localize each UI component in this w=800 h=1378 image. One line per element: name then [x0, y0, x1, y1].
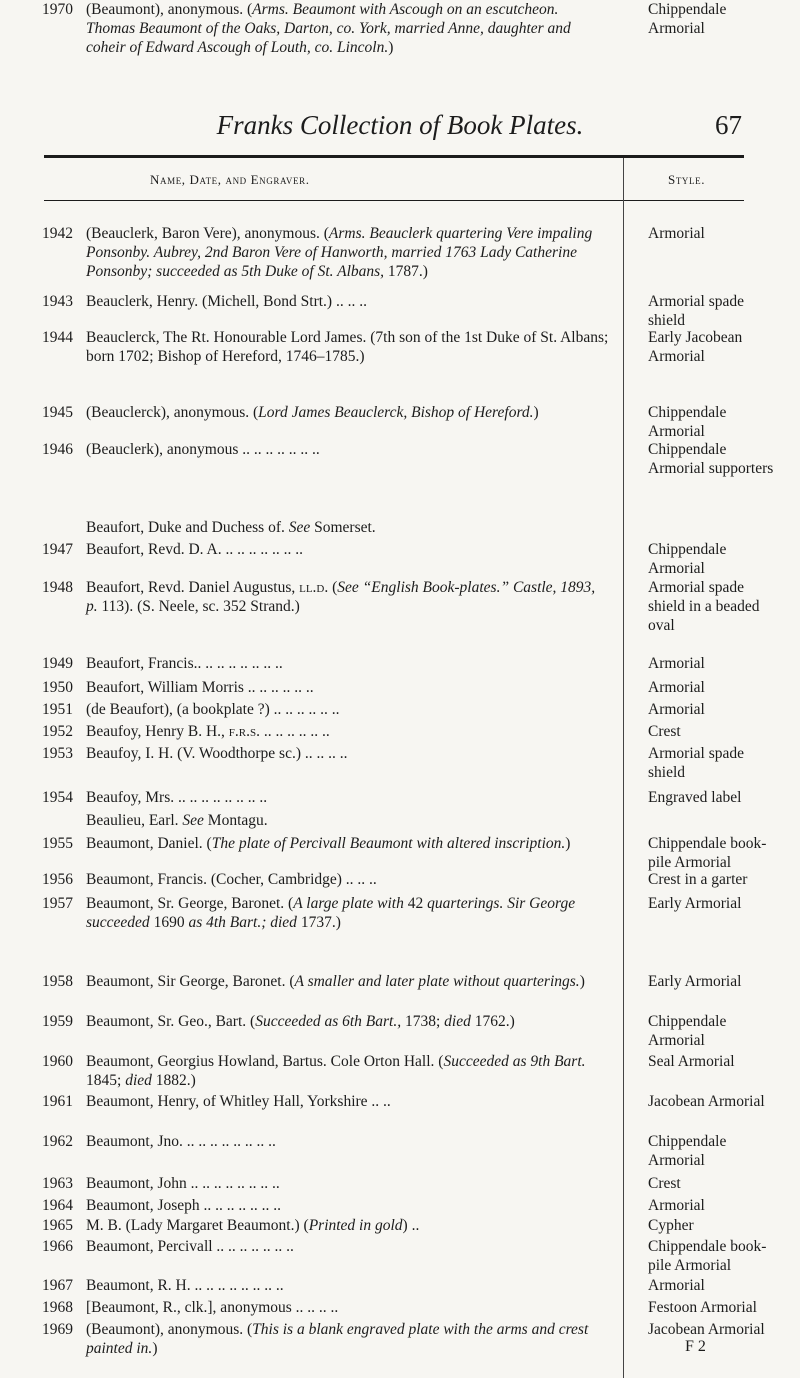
entry-number: 1944	[42, 329, 73, 346]
entry-text-run: 113). (S. Neele, sc. 352 Strand.)	[97, 598, 300, 615]
entry-number: 1968	[42, 1299, 73, 1316]
column-divider	[623, 158, 624, 1378]
entry-text-run: quarterings. Sir George succeeded	[86, 895, 576, 931]
entry-text-run: Beaufoy, Henry B. H.,	[86, 723, 229, 740]
entry-number: 1967	[42, 1277, 73, 1294]
entry-text-run: (	[328, 579, 338, 596]
entry-number: 1963	[42, 1175, 73, 1192]
entry-style: Armorial	[648, 655, 705, 672]
entry-text-run: Beaufort, William Morris .. .. .. .. .. ..	[86, 679, 314, 696]
entry-text-run: )	[565, 835, 571, 852]
entry-text-run: (de Beaufort), (a bookplate ?) .. .. .. .. .. ..	[86, 701, 340, 718]
entry-description	[86, 1196, 609, 1215]
entry-text-run: (Beauclerck), anonymous. (	[86, 404, 259, 421]
entry-style: Chippendale Armorial	[648, 541, 727, 577]
entry-text-run: died	[444, 1013, 471, 1030]
entry-style: Armorial spade shield	[648, 745, 744, 781]
entry-text-run: Beauclerck, The Rt. Honourable Lord James. (7th son of the 1st Duke of St. Albans; born 1702; Bishop of Hereford, 1746–1785.)	[86, 329, 609, 365]
entry-style: Chippendale book-pile Armorial	[648, 1238, 767, 1274]
entry-text-run: Beaumont, Joseph .. .. .. .. .. .. ..	[86, 1197, 282, 1214]
entry-number: 1960	[42, 1053, 73, 1070]
entry-text-run: Lord James Beauclerck, Bishop of Hereford.	[258, 404, 534, 421]
entry-text-run: 1845;	[86, 1072, 126, 1089]
entry-text-run: Beaufoy, Mrs. .. .. .. .. .. .. .. ..	[86, 789, 268, 806]
entry-style: Armorial	[648, 225, 705, 242]
entry-number: 1970	[42, 1, 73, 18]
entry-text-run: 1690	[149, 914, 189, 931]
entry-number: 1964	[42, 1197, 73, 1214]
entry-style: Cypher	[648, 1217, 694, 1234]
entry-text-run: See “English Book-plates.” Castle, 1893, p.	[86, 579, 596, 615]
entry-text-run: This is a blank engraved plate with the arms and crest painted in.	[86, 1321, 589, 1357]
entry-text-run: (Beaumont), anonymous. (	[86, 1321, 253, 1338]
entry-text-run: Beaufort, Revd. D. A. .. .. .. .. .. .. ..	[86, 541, 303, 558]
entry-description	[86, 1320, 609, 1358]
entry-description	[86, 440, 609, 459]
entry-text-run: f.r.s.	[228, 723, 260, 740]
entry-text-run: Montagu.	[203, 812, 268, 829]
entry-number: 1954	[42, 789, 73, 806]
entry-text-run: died	[125, 1072, 152, 1089]
entry-text-run: Arms. Beaumont with Ascough on an escutcheon. Thomas Beaumont of the Oaks, Darton, co. York, married Anne, daughter and coheir of Edward Ascough of Louth, co. Lincoln.	[86, 1, 571, 56]
entry-text-run: (Beaumont), anonymous. (	[86, 1, 253, 18]
entry-number: 1962	[42, 1133, 73, 1150]
entry-number: 1958	[42, 973, 73, 990]
entry-text-run: 1763 Lady Catherine Ponsonby; succeeded as 5th Duke of St. Albans,	[86, 244, 577, 280]
entry-text-run: ll.d.	[299, 579, 329, 596]
entry-text-run: Beaumont, Daniel. (	[86, 835, 212, 852]
entry-text-run: Beaumont, Sr. George, Baronet. (	[86, 895, 294, 912]
entry-number: 1951	[42, 701, 73, 718]
entry-style: Early Armorial	[648, 895, 742, 912]
entry-style: Armorial	[648, 679, 705, 696]
entry-text-run: Succeeded as 9th Bart.	[443, 1053, 586, 1070]
entry-number: 1955	[42, 835, 73, 852]
entry-text-run: Beaumont, Henry, of Whitley Hall, Yorkshire .. ..	[86, 1093, 391, 1110]
column-header-name: Name, Date, and Engraver.	[150, 172, 310, 187]
entry-description	[86, 1012, 609, 1031]
entry-number: 1947	[42, 541, 73, 558]
signature-mark: F 2	[685, 1338, 706, 1355]
entry-text-run: M. B. (Lady Margaret Beaumont.) (	[86, 1217, 309, 1234]
entry-text-run: 1737.)	[296, 914, 341, 931]
entry-style: Crest	[648, 723, 681, 740]
entry-text-run: The plate of Percivall Beaumont with altered inscription.	[211, 835, 566, 852]
entry-description	[86, 1216, 609, 1235]
entry-text-run: Beaumont, John .. .. .. .. .. .. .. ..	[86, 1175, 280, 1192]
entry-text-run: (Beauclerk), anonymous .. .. .. .. .. .. ..	[86, 441, 320, 458]
header-rule	[44, 200, 744, 201]
entry-number: 1953	[42, 745, 73, 762]
entry-text-run: Beaumont, Sr. Geo., Bart. (	[86, 1013, 256, 1030]
entry-text-run: 1738;	[401, 1013, 445, 1030]
entry-description	[86, 224, 609, 281]
entry-description	[86, 540, 609, 559]
entry-text-run: )	[579, 973, 585, 990]
entry-description	[86, 678, 609, 697]
entry-text-run: Succeeded as 6th Bart.,	[255, 1013, 402, 1030]
entry-text-run: (Beauclerk, Baron Vere), anonymous. (	[86, 225, 329, 242]
entry-number: 1957	[42, 895, 73, 912]
entry-text-run: .. .. .. .. .. ..	[259, 723, 330, 740]
entry-style: Crest in a garter	[648, 871, 748, 888]
entry-number: 1965	[42, 1217, 73, 1234]
entry-text-run: Beauclerk, Henry. (Michell, Bond Strt.) .. .. ..	[86, 293, 367, 310]
entry-text-run: Arms. Beauclerk quartering Vere impaling Ponsonby. Aubrey, 2nd Baron Vere of Hanworth, married	[86, 225, 593, 261]
entry-style: Early Jacobean Armorial	[648, 329, 743, 365]
entry-number: 1956	[42, 871, 73, 888]
entry-style: Armorial	[648, 701, 705, 718]
entry-text-run: See	[288, 519, 311, 536]
entry-text-run: Printed in gold	[308, 1217, 403, 1234]
entry-description	[86, 744, 609, 763]
entry-text-run: A smaller and later plate without quarterings.	[294, 973, 580, 990]
entry-number: 1961	[42, 1093, 73, 1110]
entry-style: Jacobean Armorial	[648, 1093, 765, 1110]
entry-description	[86, 722, 609, 741]
entry-text-run: Beaumont, R. H. .. .. .. .. .. .. .. ..	[86, 1277, 284, 1294]
entry-description	[86, 894, 609, 932]
entry-description	[86, 1237, 609, 1256]
entry-style: Seal Armorial	[648, 1053, 735, 1070]
entry-style: Chippendale Armorial	[648, 1, 727, 37]
entry-description	[86, 328, 609, 366]
entry-description	[86, 0, 609, 57]
entry-style: Engraved label	[648, 789, 742, 806]
entry-description	[86, 654, 609, 673]
entry-description	[86, 972, 609, 991]
entry-number: 1966	[42, 1238, 73, 1255]
entry-style: Jacobean Armorial	[648, 1321, 765, 1338]
entry-text-run: ) ..	[402, 1217, 420, 1234]
entry-text-run: Beaumont, Georgius Howland, Bartus. Cole Orton Hall. (	[86, 1053, 444, 1070]
entry-style: Chippendale Armorial supporters	[648, 441, 774, 477]
page-number: 67	[715, 110, 742, 140]
entry-text-run: Somerset.	[310, 519, 376, 536]
running-title: Franks Collection of Book Plates.	[216, 110, 584, 140]
entry-text-run: [Beaumont, R., clk.], anonymous .. .. .. ..	[86, 1299, 339, 1316]
entry-description	[86, 1276, 609, 1295]
entry-number: 1948	[42, 579, 73, 596]
entry-number: 1946	[42, 441, 73, 458]
entry-style: Chippendale Armorial	[648, 1013, 727, 1049]
entry-description	[86, 788, 609, 807]
entry-description	[86, 1298, 609, 1317]
entry-description	[86, 700, 609, 719]
entry-style: Armorial	[648, 1197, 705, 1214]
entry-text-run: Beaulieu, Earl.	[86, 812, 183, 829]
entry-number: 1942	[42, 225, 73, 242]
top-rule	[44, 155, 744, 158]
entry-text-run: Beaumont, Percivall .. .. .. .. .. .. ..	[86, 1238, 294, 1255]
entry-text-run: Beaufort, Revd. Daniel Augustus,	[86, 579, 300, 596]
entry-style: Chippendale Armorial	[648, 1133, 727, 1169]
entry-text-run: Beaufort, Francis.. .. .. .. .. .. .. ..	[86, 655, 283, 672]
entry-text-run: See	[182, 812, 204, 829]
entry-text-run: )	[533, 404, 539, 421]
entry-text-run: )	[388, 39, 394, 56]
entry-text-run: )	[152, 1340, 158, 1357]
entry-description	[86, 870, 609, 889]
entry-number: 1949	[42, 655, 73, 672]
entry-text-run: Beaumont, Jno. .. .. .. .. .. .. .. ..	[86, 1133, 276, 1150]
entry-style: Crest	[648, 1175, 681, 1192]
page-header	[0, 110, 800, 150]
entry-style: Festoon Armorial	[648, 1299, 757, 1316]
entry-description	[86, 1174, 609, 1193]
entry-text-run: 42	[403, 895, 428, 912]
entry-style: Chippendale Armorial	[648, 404, 727, 440]
entry-number: 1952	[42, 723, 73, 740]
entry-style: Armorial spade shield	[648, 293, 744, 329]
entry-text-run: Beaumont, Sir George, Baronet. (	[86, 973, 295, 990]
entry-number: 1943	[42, 293, 73, 310]
entry-number: 1945	[42, 404, 73, 421]
entry-style: Chippendale book-pile Armorial	[648, 835, 767, 871]
column-header-style: Style.	[668, 172, 706, 187]
entry-description	[86, 292, 609, 311]
entry-text-run: Beaufort, Duke and Duchess of.	[86, 519, 289, 536]
entry-description	[86, 1052, 609, 1090]
entry-description	[86, 518, 609, 537]
entry-description	[86, 834, 609, 853]
entry-text-run: Beaufoy, I. H. (V. Woodthorpe sc.) .. .. .. ..	[86, 745, 348, 762]
entry-description	[86, 811, 609, 830]
entry-style: Armorial	[648, 1277, 705, 1294]
entry-style: Early Armorial	[648, 973, 742, 990]
entry-text-run: 1882.)	[151, 1072, 196, 1089]
entry-number: 1959	[42, 1013, 73, 1030]
entry-text-run: 1762.)	[470, 1013, 515, 1030]
entry-description	[86, 1132, 609, 1151]
entry-description	[86, 1092, 609, 1111]
entry-text-run: as 4th Bart.; died	[188, 914, 297, 931]
entry-number: 1950	[42, 679, 73, 696]
entry-text-run: Beaumont, Francis. (Cocher, Cambridge) .. .. ..	[86, 871, 377, 888]
entry-number: 1969	[42, 1321, 73, 1338]
entry-style: Armorial spade shield in a beaded oval	[648, 579, 760, 634]
entry-text-run: A large plate with	[293, 895, 404, 912]
entry-text-run: 1787.)	[384, 263, 428, 280]
entry-description	[86, 403, 609, 422]
entry-description	[86, 578, 609, 616]
